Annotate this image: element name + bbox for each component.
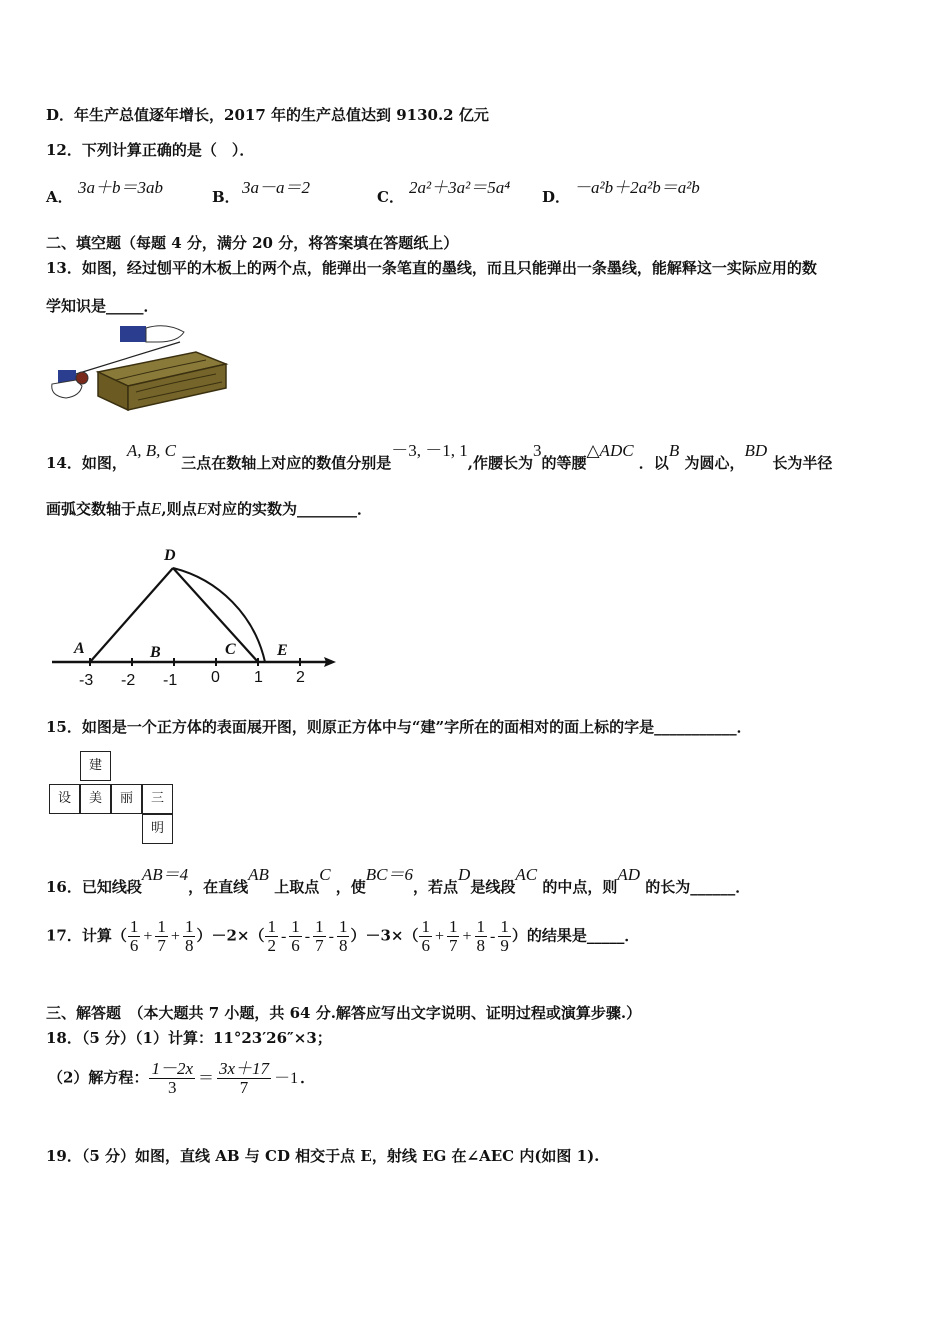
q19-text: 19．（5 分）如图，直线 AB 与 CD 相交于点 E，射线 EG 在∠AEC 内(如图 1). [46, 1147, 600, 1165]
net-cell-san: 三 [142, 784, 173, 814]
q14-values: －3, －1, 1 [391, 441, 468, 460]
tick-label-2: 2 [296, 669, 305, 686]
label-a: A [74, 640, 85, 657]
tick-label-neg3: -3 [79, 672, 94, 689]
q14-line1: 14．如图，A, B, C 三点在数轴上对应的数值分别是－3, －1, 1,作腰长为3的等腰△ADC ．以B 为圆心，BD 长为半径 [46, 441, 833, 472]
q13-board-figure [46, 322, 236, 414]
q12-option-c: 2a²＋3a²＝5a⁴ [409, 178, 511, 197]
tick-label-neg2: -2 [121, 672, 136, 689]
q18-equation: （2）解方程： $\frac{1-2x}{3}$ ＝ $\frac{3x+17}{7}$ －1 ． [48, 1059, 316, 1097]
q12-option-d: －a²b＋2a²b＝a²b [574, 178, 700, 197]
q12-label-d: D． [542, 188, 571, 206]
label-c: C [225, 641, 236, 658]
section3-heading: 三、解答题 （本大题共 7 小题，共 64 分.解答应写出文字说明、证明过程或演算步骤.） [46, 1004, 642, 1022]
label-d: D [164, 547, 176, 564]
net-cell-ming: 明 [142, 814, 173, 844]
q12-option-b: 3a－a＝2 [242, 178, 310, 197]
net-cell-li: 丽 [111, 784, 142, 814]
q14-length: 3 [532, 441, 542, 460]
tick-label-0: 0 [211, 669, 220, 686]
left-hand-icon [52, 370, 88, 398]
q12-option-a: 3a＋b＝3ab [78, 178, 163, 197]
net-cell-jian: 建 [80, 751, 111, 781]
q14-points: A, B, C [126, 441, 176, 460]
q12-stem: 12．下列计算正确的是（ ）． [46, 141, 255, 159]
section2-heading: 二、填空题（每题 4 分，满分 20 分，将答案填在答题纸上） [46, 234, 459, 252]
q13-line1: 13．如图，经过刨平的木板上的两个点，能弹出一条笔直的墨线，而且只能弹出一条墨线，能解释这一实际应用的数 [46, 259, 817, 277]
q11-option-d: D．年生产总值逐年增长，2017 年的生产总值达到 9130.2 亿元 [46, 106, 489, 124]
q12-label-c: C． [377, 188, 404, 206]
q15-text: 15．如图是一个正方体的表面展开图，则原正方体中与“建”字所在的面相对的面上标的字是___________． [46, 718, 752, 736]
tick-label-neg1: -1 [163, 672, 178, 689]
label-b: B [150, 644, 161, 661]
q14-line2: 画弧交数轴于点E,则点E对应的实数为________． [46, 499, 373, 518]
net-cell-mei: 美 [80, 784, 111, 814]
q17-expression: 17．计算（ $\frac{1}{6}$ + $\frac{1}{7}$ + $\frac{1}{8}$ ）－2×（ $\frac{1}{2}$ - $\frac{1}{6}$ - $\frac{1}{7}$ - $\frac{1}{8}$ ）－3×（ $\frac{1}{6}$ + $\frac{1}{7}$ + $\frac{1}{8}$ - $\frac{1}{9}$ ）的结果是_____． [46, 917, 640, 955]
q12-label-b: B． [212, 188, 240, 206]
segment-dc [173, 568, 258, 662]
q14-triangle: △ADC [586, 441, 634, 460]
q14-number-line-figure [46, 540, 346, 690]
right-hand-icon [120, 326, 184, 342]
q16-text: 16．已知线段AB＝4，在直线AB 上取点C ，使BC＝6，若点D是线段AC 的中点，则AD 的长为______． [46, 865, 751, 896]
tick-label-1: 1 [254, 669, 263, 686]
label-e: E [277, 642, 288, 659]
net-cell-she: 设 [49, 784, 80, 814]
q13-line2: 学知识是_____． [46, 297, 159, 315]
q12-label-a: A． [46, 188, 73, 206]
q18-line1: 18．（5 分）（1）计算：11°23′26″×3； [46, 1029, 332, 1047]
